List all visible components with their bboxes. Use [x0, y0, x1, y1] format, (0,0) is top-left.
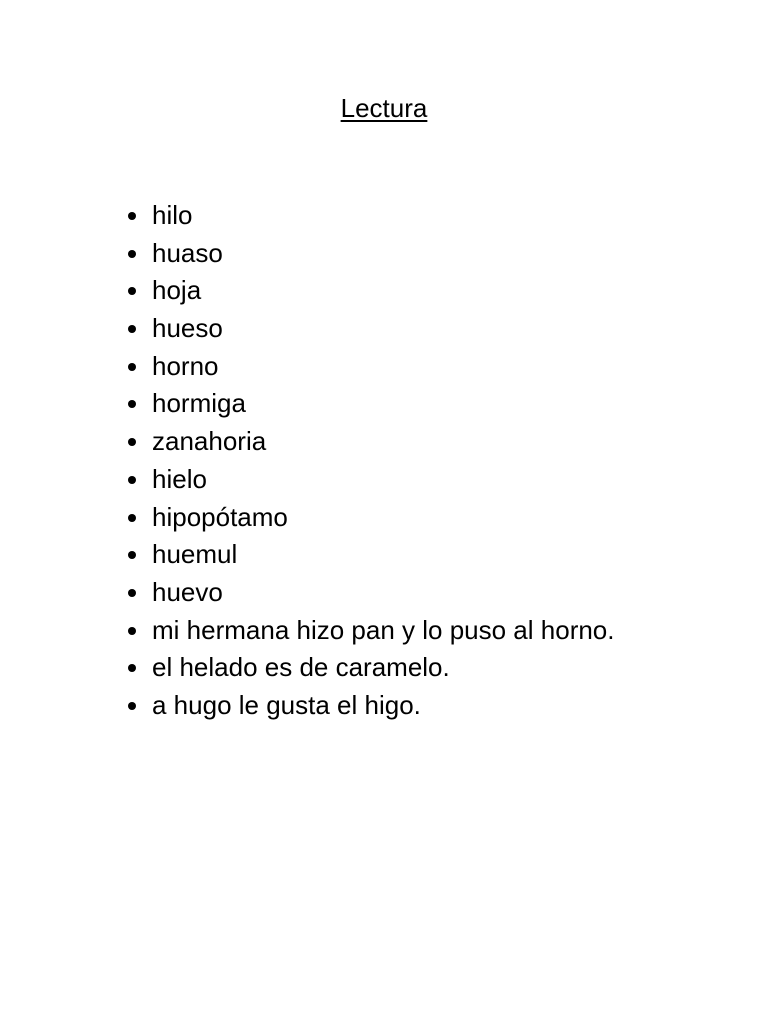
list-item-text: zanahoria: [152, 426, 267, 457]
bullet-icon: [128, 212, 136, 220]
bullet-icon: [128, 514, 136, 522]
bullet-icon: [128, 664, 136, 672]
list-item: [126, 310, 615, 348]
list-item: [126, 499, 615, 537]
bullet-icon: [128, 702, 136, 710]
list-item-text: hormiga: [152, 388, 246, 419]
list-item: [126, 235, 615, 273]
list-item-text: huevo: [152, 576, 223, 607]
list-item: [126, 461, 615, 499]
list-item: [126, 687, 615, 725]
list-item: [126, 612, 615, 650]
list-item: [126, 272, 615, 310]
bullet-icon: [128, 287, 136, 295]
list-item: [126, 649, 615, 687]
bullet-icon: [128, 400, 136, 408]
bullet-icon: [128, 476, 136, 484]
list-item-text: hielo: [152, 463, 207, 494]
bullet-icon: [128, 589, 136, 597]
list-item-text: hueso: [152, 313, 223, 344]
bullet-icon: [128, 551, 136, 559]
list-item: [126, 536, 615, 574]
list-item-text: a hugo le gusta el higo.: [152, 689, 421, 720]
list-item-text: hoja: [152, 275, 202, 306]
list-item: [126, 385, 615, 423]
list-item-text: huemul: [152, 539, 238, 570]
bullet-icon: [128, 363, 136, 371]
list-item: [126, 197, 615, 235]
list-item-text: hilo: [152, 200, 193, 230]
list-item: [126, 423, 615, 461]
list-item-text: hipopótamo: [152, 501, 288, 532]
list-item: [126, 574, 615, 612]
list-item: [126, 348, 615, 386]
list-item-text: horno: [152, 350, 219, 381]
bullet-icon: [128, 250, 136, 258]
bullet-icon: [128, 627, 136, 635]
bullet-icon: [128, 438, 136, 446]
page-title: Lectura: [340, 93, 428, 123]
reading-list: [126, 197, 615, 725]
list-item-text: huaso: [152, 237, 223, 268]
bullet-icon: [128, 325, 136, 333]
list-item-text: el helado es de caramelo.: [152, 652, 450, 683]
list-item-text: mi hermana hizo pan y lo puso al horno.: [152, 614, 615, 645]
